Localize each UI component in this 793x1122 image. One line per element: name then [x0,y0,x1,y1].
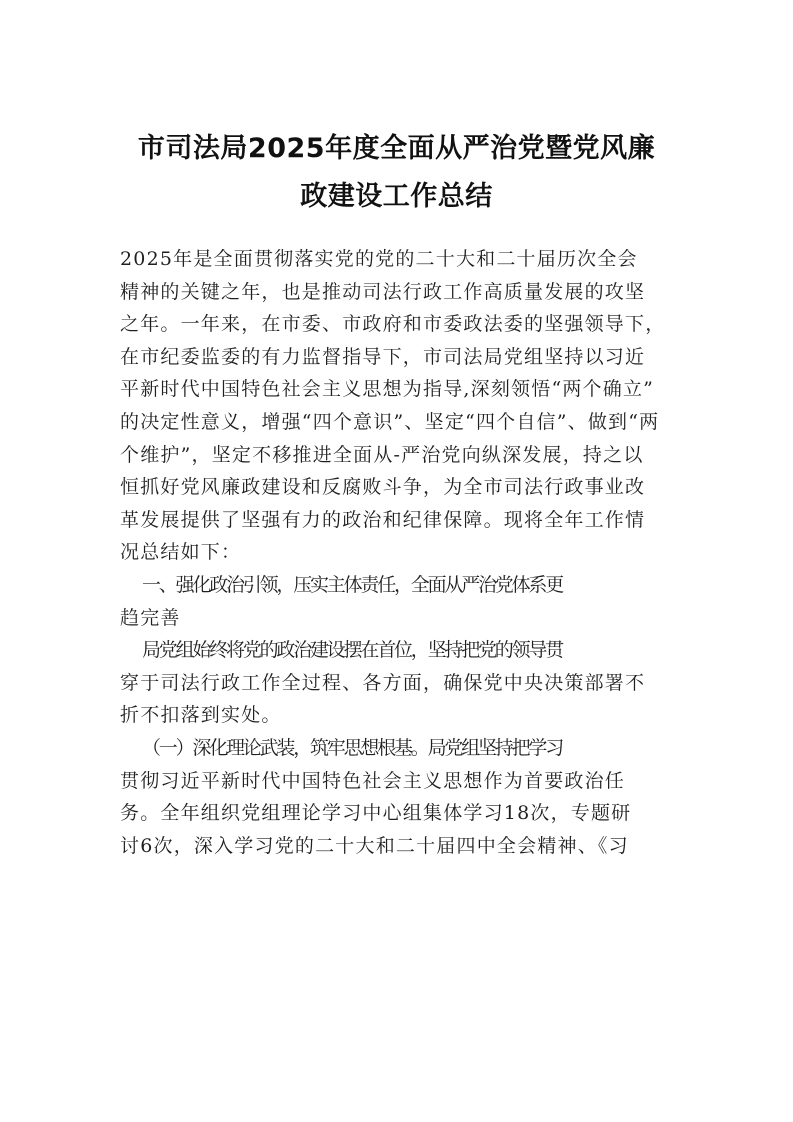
body-line: 况总结如下： [120,541,242,564]
document-body [120,243,680,862]
body-line: 之年。一年来，在市委、市政府和市委政法委的坚强领导下， [120,313,666,336]
body-line: 讨6次，深入学习党的二十大和二十届四中全会精神、《习 [120,834,629,857]
document-title-line-2: 政建设工作总结 [300,181,493,212]
section-heading-line: 一、强化政治引领，压实主体责任，全面从严治党体系更 [142,573,563,596]
body-line: 的决定性意义，增强“四个意识”、坚定“四个自信”、做到“两 [120,410,660,433]
body-line: 2025年是全面贯彻落实党的党的二十大和二十届历次全会 [120,248,638,270]
document-title-line-1: 市司法局2025年度全面从严治党暨党风廉 [137,133,656,164]
body-line: 在市纪委监委的有力监督指导下，市司法局党组坚持以习近 [120,345,646,368]
body-line: 平新时代中国特色社会主义思想为指导,深刻领悟“两个确立” [120,378,655,401]
body-line: 局党组始终将党的政治建设摆在首位，坚持把党的领导贯 [142,639,563,662]
section-heading-line: 趋完善 [120,606,181,629]
body-line: 精神的关键之年，也是推动司法行政工作高质量发展的攻坚 [120,280,646,303]
body-line: 穿于司法行政工作全过程、各方面，确保党中央决策部署不 [120,671,646,694]
body-line: 贯彻习近平新时代中国特色社会主义思想作为首要政治任 [120,769,626,792]
subsection-line: （一）深化理论武装，筑牢思想根基。局党组坚持把学习 [142,736,563,759]
body-line: 革发展提供了坚强有力的政治和纪律保障。现将全年工作情 [120,508,646,531]
body-line: 折不扣落到实处。 [120,704,282,727]
body-line: 务。全年组织党组理论学习中心组集体学习18次，专题研 [120,802,632,825]
body-line: 个维护”，坚定不移推进全面从-严治党向纵深发展，持之以 [120,443,644,466]
body-line: 恒抓好党风廉政建设和反腐败斗争，为全市司法行政事业改 [120,476,646,499]
